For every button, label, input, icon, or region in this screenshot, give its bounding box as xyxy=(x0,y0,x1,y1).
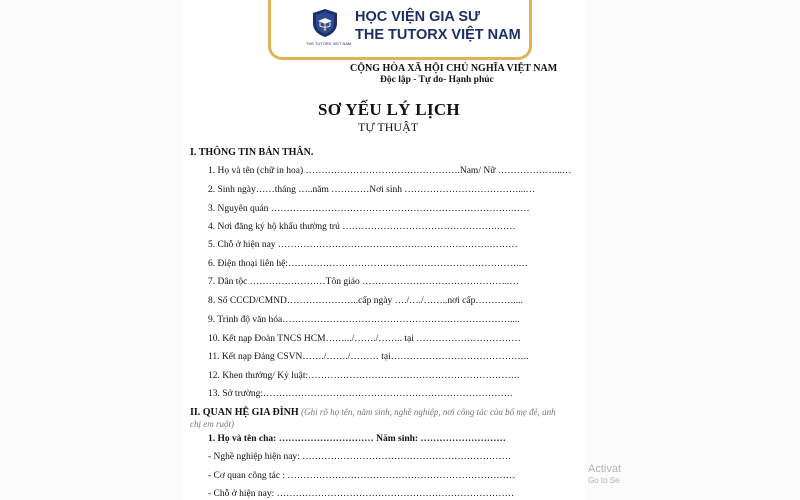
form-line: 2. Sinh ngày……tháng …..năm …………Nơi sinh ………………………………...… xyxy=(208,185,535,195)
father-name-line: 1. Họ và tên cha: ………………………… Năm sinh: ……………………… xyxy=(208,434,506,444)
form-line: 4. Nơi đăng ký hộ khẩu thường trú ………………………………………….…… xyxy=(208,222,516,232)
national-header: CỘNG HÒA XÃ HỘI CHỦ NGHĨA VIỆT NAM xyxy=(350,63,558,74)
brand-name-line2: THE TUTORX VIỆT NAM xyxy=(355,27,521,43)
watermark-line1: Activat xyxy=(588,463,622,475)
form-line: 8. Số CCCD/CMND…………………..cấp ngày …./…./……..nơi cấp………….... xyxy=(208,296,523,306)
activation-watermark xyxy=(588,463,621,486)
watermark-line2: Go to Se xyxy=(588,476,620,486)
left-margin xyxy=(0,0,183,500)
section-2-note: (Ghi rõ họ tên, năm sinh, nghề nghiệp, nơi công tác của bố mẹ đẻ, anh xyxy=(301,407,556,417)
form-line: 11. Kết nạp Đảng CSVN……./……./……… tại…………………………………….. xyxy=(208,352,529,362)
form-line: 10. Kết nạp Đoàn TNCS HCM…….../……./…….. tại …………………………… xyxy=(208,334,521,344)
form-line: 9. Trình độ văn hóa……………………………………………………………….... xyxy=(208,315,520,325)
form-line: 13. Sở trường:……………………………………………………………………. xyxy=(208,389,513,399)
form-line: 12. Khen thưởng/ Kỷ luật:…………………………………………………………. xyxy=(208,371,520,381)
motto: Độc lập - Tự do- Hạnh phúc xyxy=(380,75,494,85)
brand-banner xyxy=(268,0,532,60)
brand-name-line1: HỌC VIỆN GIA SƯ xyxy=(355,9,481,25)
section-2-title: II. QUAN HỆ GIA ĐÌNH xyxy=(190,407,299,418)
form-line: - Nghề nghiệp hiện nay: ………………………………………………………… xyxy=(208,452,512,462)
form-line: 7. Dân tộc ……………………Tôn giáo ………………………………………..… xyxy=(208,277,519,287)
section-1-heading: I. THÔNG TIN BẢN THÂN. xyxy=(190,147,314,158)
form-line: - Cơ quan công tác : ……………………………………………………………… xyxy=(208,471,516,481)
document-title: SƠ YẾU LÝ LỊCH xyxy=(318,100,460,119)
shield-logo-icon xyxy=(311,8,339,38)
section-2-note-cont: chị em ruột) xyxy=(190,419,234,429)
form-line: 5. Chỗ ở hiện nay ………………………………………………………….……… xyxy=(208,240,518,250)
form-line: 1. Họ và tên (chữ in hoa) ………………………………………….Nam/ Nữ ………………...… xyxy=(208,166,572,176)
logo-caption: THE TUTORX VIET NAM xyxy=(306,41,352,46)
form-line: - Chỗ ở hiện nay: ………………………………………………………………… xyxy=(208,489,515,499)
section-2-heading xyxy=(190,407,556,418)
form-line: 6. Điện thoại liên hệ:……………………………………………………………….… xyxy=(208,259,528,269)
form-line: 3. Nguyên quán ………………………………………………………………….…… xyxy=(208,204,530,214)
right-margin xyxy=(585,0,800,500)
document-subtitle: TỰ THUẬT xyxy=(358,120,419,134)
